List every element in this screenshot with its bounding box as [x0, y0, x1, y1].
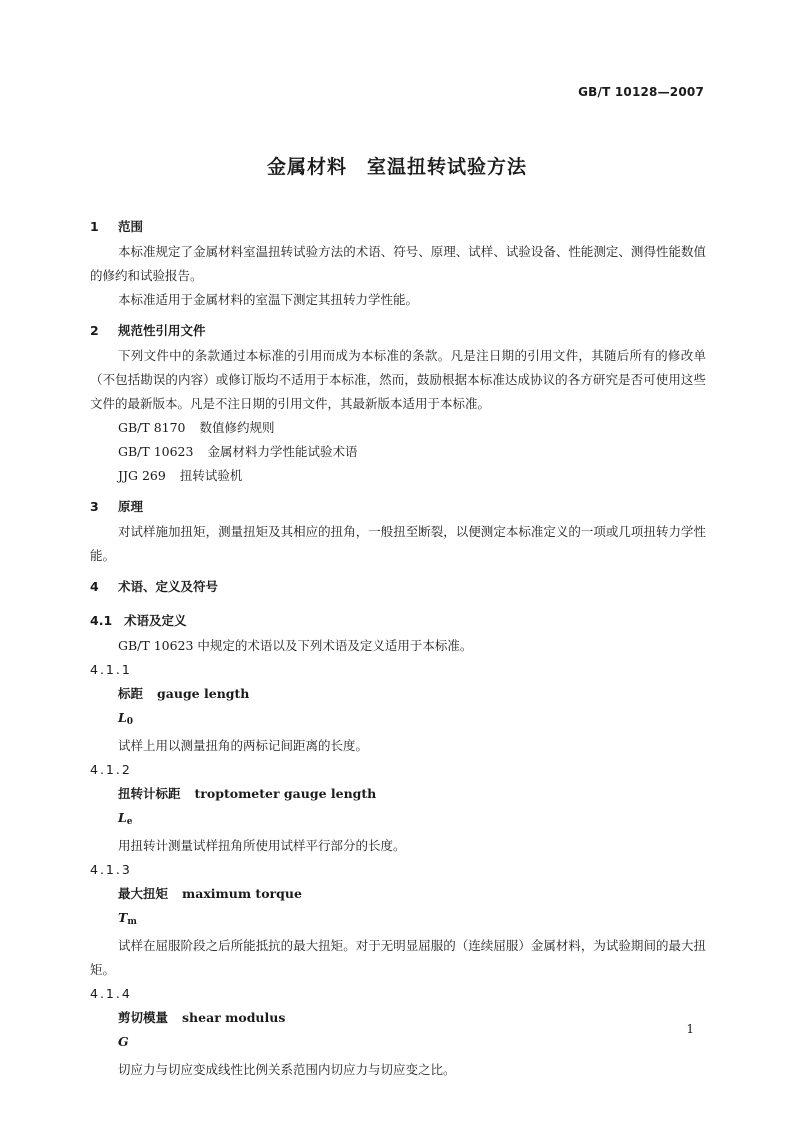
scope-paragraph-2: 本标准适用于金属材料的室温下测定其扭转力学性能。: [118, 292, 419, 307]
term-symbol: [90, 906, 706, 934]
reference-title: 扭转试验机: [179, 468, 243, 483]
subsection-number: 4.1: [90, 613, 113, 628]
symbol-letter: G: [118, 1034, 129, 1049]
reference-item: [90, 440, 706, 464]
reference-title: 金属材料力学性能试验术语: [207, 444, 358, 459]
term-entry: [90, 882, 706, 906]
section-title: 术语、定义及符号: [118, 579, 219, 594]
terms-intro-paragraph: GB/T 10623 中规定的术语以及下列术语及定义适用于本标准。: [118, 638, 473, 653]
term-english: shear modulus: [182, 1010, 286, 1025]
clause-number: 4.1.1: [90, 662, 132, 677]
term-definition: 用扭转计测量试样扭角所使用试样平行部分的长度。: [118, 838, 406, 853]
section-number: 2: [90, 323, 99, 338]
section-heading-terms: [90, 574, 706, 600]
subsection-title: 术语及定义: [124, 613, 187, 628]
term-definition: 试样在屈服阶段之后所能抵抗的最大扭矩。对于无明显屈服的（连续屈服）金属材料，为试验期间的最大扭矩。: [90, 938, 706, 977]
references-paragraph: 下列文件中的条款通过本标准的引用而成为本标准的条款。凡是注日期的引用文件，其随后所有的修改单（不包括勘误的内容）或修订版均不适用于本标准，然而，鼓励根据本标准达成协议的各方研究是否可使用这些文件的最新版本。凡是不注日期的引用文件，其最新版本适用于本标准。: [90, 348, 706, 411]
term-entry: [90, 1006, 706, 1030]
term-symbol: [90, 1030, 706, 1058]
section-title: 范围: [118, 219, 144, 234]
term-definition: 切应力与切应变成线性比例关系范围内切应力与切应变之比。: [118, 1062, 456, 1077]
reference-item: [90, 464, 706, 488]
reference-code: GB/T 10623: [118, 444, 194, 459]
symbol-subscript: e: [126, 817, 133, 827]
section-title: 规范性引用文件: [118, 323, 206, 338]
term-english: troptometer gauge length: [194, 786, 377, 801]
term-chinese: 剪切模量: [118, 1010, 169, 1025]
symbol-letter: L: [118, 810, 127, 825]
page-number: 1: [686, 1022, 694, 1036]
symbol-subscript: 0: [126, 717, 134, 727]
section-number: 4: [90, 579, 99, 594]
standard-number: GB/T 10128—2007: [578, 85, 704, 99]
term-entry: [90, 782, 706, 806]
clause-number: 4.1.4: [90, 986, 132, 1001]
symbol-letter: L: [118, 710, 127, 725]
term-definition: 试样上用以测量扭角的两标记间距离的长度。: [118, 738, 369, 753]
principle-paragraph: 对试样施加扭矩，测量扭矩及其相应的扭角，一般扭至断裂，以便测定本标准定义的一项或几项扭转力学性能。: [90, 524, 706, 563]
term-symbol: [90, 706, 706, 734]
section-heading-principle: [90, 494, 706, 520]
clause-number: 4.1.3: [90, 862, 132, 877]
section-heading-normative-references: [90, 318, 706, 344]
term-english: gauge length: [157, 686, 250, 701]
symbol-subscript: m: [127, 917, 137, 927]
reference-title: 数值修约规则: [199, 420, 275, 435]
section-title: 原理: [118, 499, 144, 514]
term-entry: [90, 682, 706, 706]
term-chinese: 扭转计标距: [118, 786, 181, 801]
term-symbol: [90, 806, 706, 834]
document-body: [90, 214, 706, 1082]
document-title: 金属材料 室温扭转试验方法: [266, 156, 527, 178]
reference-code: GB/T 8170: [118, 420, 186, 435]
reference-item: [90, 416, 706, 440]
term-english: maximum torque: [182, 886, 302, 901]
section-number: 1: [90, 219, 99, 234]
term-chinese: 最大扭矩: [118, 886, 169, 901]
reference-code: JJG 269: [118, 468, 166, 483]
section-heading-scope: [90, 214, 706, 240]
clause-number: 4.1.2: [90, 762, 132, 777]
subsection-heading-terms-definitions: [90, 608, 706, 634]
scope-paragraph-1: 本标准规定了金属材料室温扭转试验方法的术语、符号、原理、试样、试验设备、性能测定、测得性能数值的修约和试验报告。: [90, 244, 706, 283]
section-number: 3: [90, 499, 99, 514]
term-chinese: 标距: [118, 686, 144, 701]
symbol-letter: T: [118, 910, 128, 925]
